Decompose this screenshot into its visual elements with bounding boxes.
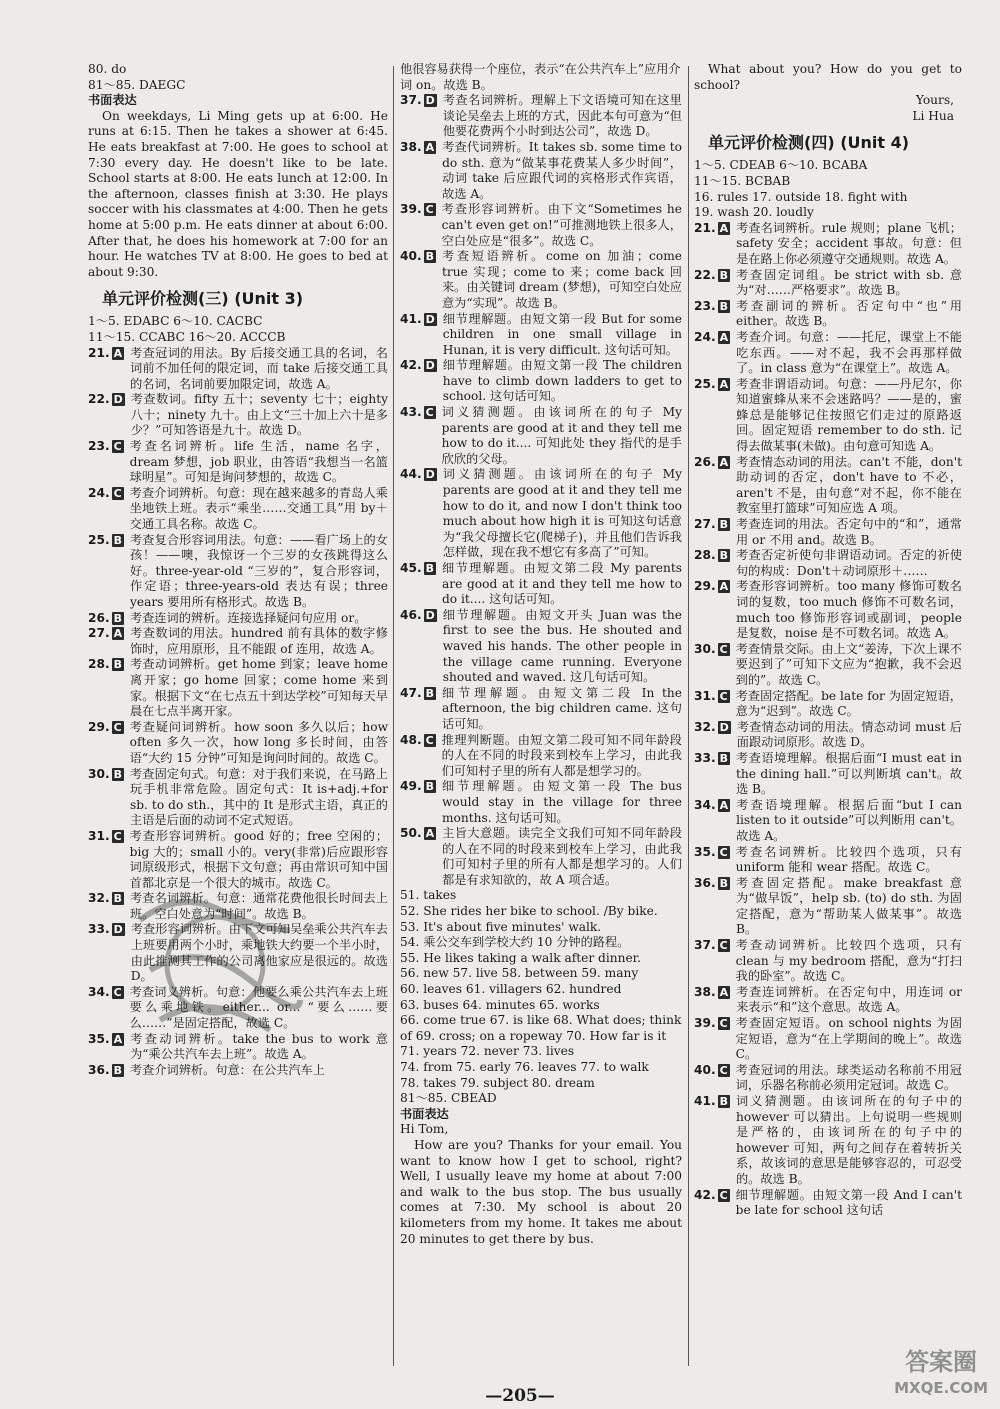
answer-letter-badge: B [113, 611, 122, 625]
page-number: —205— [485, 1386, 555, 1406]
answer-item [400, 249, 682, 311]
key-line: 1～5. CDEAB 6～10. BCABA [694, 158, 868, 173]
answer-item [694, 579, 962, 641]
key-line: 11～15. CCABC 16～20. ACCCB [88, 329, 286, 344]
answer-item [88, 346, 388, 393]
question-number: 33. [88, 922, 110, 937]
answer-key-line: 53. It's about five minutes' walk. [400, 919, 602, 934]
answer-letter-badge: B [719, 876, 728, 890]
answer-letter-badge: D [113, 393, 123, 407]
explanation-text: 细节理解题。由短文第一段 The children have to climb down ladders to get to school. 这句话可知。 [442, 358, 682, 404]
question-number: 25. [694, 376, 716, 391]
question-number: 44. [400, 467, 422, 482]
answer-item [88, 392, 388, 439]
explanation-text: 考查数词。fifty 五十；seventy 七十；eighty 八十；ninety 九十。由上文“三十加上六十是多少？”可知答语是九十。故选 D。 [130, 392, 388, 438]
explanation-text: 考查连词的辨析。连接选择疑问句应用 or。 [129, 610, 367, 625]
explanation-text: 考查否定祈使句非谓语动词。否定的祈使句的构成：Don't＋动词原形＋…… [735, 548, 962, 578]
answer-letter-badge: B [113, 533, 122, 547]
explanation-text: 考查词义辨析。句意：他要么乘公共汽车去上班要么乘地铁。either... or... “要么……要么……”是固定搭配，故选 C。 [129, 984, 388, 1031]
column-divider-right [688, 66, 689, 1366]
explanation-text: 考查语境理解。根据后面“I must eat in the dining hall.”可以判断填 can't。故选 B。 [735, 750, 962, 797]
question-number: 38. [694, 984, 716, 999]
answer-item [694, 455, 962, 517]
answer-letter-badge: C [425, 406, 434, 420]
question-number: 48. [400, 732, 422, 747]
answer-item [694, 1188, 962, 1219]
question-number: 21. [88, 345, 110, 360]
explanation-text: 考查名词辨析。比较四个选项，只有 uniform 能和 wear 搭配。故选 C。 [735, 844, 962, 875]
letter-greeting: Hi Tom, [400, 1122, 449, 1137]
question-number: 33. [694, 750, 716, 765]
answer-letter-badge: C [719, 1017, 728, 1031]
answer-item [88, 1063, 388, 1079]
answer-item [694, 517, 962, 548]
explanation-text: 考查冠词的用法。球类运动名称前不用冠词，乐器名称前必须用定冠词。故选 C。 [735, 1062, 962, 1093]
answer-letter-badge: B [425, 562, 434, 575]
answer-letter-badge: C [719, 642, 728, 656]
explanation-text: 推理判断题。由短文第二段可知不同年龄段的人在不同的时段来到校车上学习，由此我们可知村子里的所有人都是想学习的。 [441, 732, 682, 778]
answer-letter-badge: A [719, 330, 729, 344]
question-number: 27. [88, 626, 110, 641]
explanation-text: 细节理解题。由短文开头 Juan was the first to see the bus. He shouted and waved his hands. The other people in the village came running. Everyone shouted and waved. 这几句话可知。 [442, 607, 682, 685]
question-number: 34. [694, 797, 716, 812]
question-number: 25. [88, 532, 110, 547]
explanation-text: 考查数词的用法。hundred 前有具体的数字修饰时，应用原形，且不能跟 of 连用，故选 A。 [130, 626, 388, 656]
explanation-text: 词义猜测题。由该词所在的句子 My parents are good at it and they tell me how to do it, and now I don't think too much about how high it is 可知这句话意为“我父母擅长它(爬梯子)，并且他们告诉我怎样做，现在我不想它有多高了”可知。 [442, 467, 682, 560]
explanation-text: 词义猜测题。由该词所在的句子中的 however 可以猜出。上句说明一些规则是严格的，由该词所在的句子中的 however 可知，两句之间存在着转折关系，故该词的意思是能够容忍的，可忍受的。故选 B。 [735, 1094, 962, 1186]
answer-key-line: 52. She rides her bike to school. /By bike. [400, 904, 658, 919]
answer-letter-badge: A [425, 140, 435, 154]
question-number: 27. [694, 517, 716, 532]
answer-item [694, 642, 962, 689]
answer-letter-badge: B [425, 686, 434, 700]
answer-letter-badge: C [719, 939, 728, 953]
answer-keys [400, 888, 682, 1106]
explanation-text: 细节理解题。由短文第一段 And I can't be late for school 这句话 [735, 1187, 962, 1218]
answer-letter-badge: A [425, 827, 435, 841]
explanation-text: 细节理解题。由短文第一段 But for some children in one small village in Hunan, it is very difficult. 这句话可知。 [442, 311, 682, 357]
question-number: 38. [400, 139, 422, 154]
answer-letter-badge: B [719, 518, 728, 532]
answer-letter-badge: C [719, 1063, 728, 1077]
question-number: 29. [694, 579, 716, 594]
answer-letter-badge: C [719, 845, 728, 859]
explanation-text: 考查固定句式。句意：对于我们来说，在马路上玩手机非常危险。固定句式：It is+adj.+for sb. to do sth.，其中的 It 是形式主语，真正的主语是后面的动词不定式短语。 [129, 766, 388, 828]
explanation-text: 考查情态动词的用法。can't 不能，don't 助动词的否定，don't have to 不必，aren't 不是，由句意“对不起，你不能在教室里打篮球”可知应选 A 项。 [736, 454, 962, 516]
watermark [894, 1349, 988, 1401]
answer-item [400, 312, 682, 359]
answer-letter-badge: C [425, 203, 434, 217]
answer-key-line: 56. new 57. live 58. between 59. many [400, 966, 639, 981]
explanation-text: 考查名词辨析。理解上下文语境可知在这里谈论吴垒去上班的方式，因此本句可意为“但他要花费两个小时到达公司”，故选 D。 [442, 93, 682, 139]
question-number: 46. [400, 607, 422, 622]
question-number: 22. [694, 267, 716, 282]
answer-item [694, 1016, 962, 1063]
answer-item [694, 1063, 962, 1094]
explanation-text: 考查冠词的用法。By 后接交通工具的名词，名词前不加任何的限定词，而 take 后接交通工具的名词，名词前要加限定词，故选 A。 [130, 345, 388, 391]
explanation-text: 细节理解题。由短文第二段 In the afternoon, the big children came. 这句话可知。 [441, 685, 682, 731]
question-number: 37. [694, 938, 716, 953]
answer-letter-badge: A [719, 377, 729, 391]
answer-key-line: 81～85. CBEAD [400, 1091, 497, 1106]
answer-item [694, 876, 962, 938]
question-number: 21. [694, 220, 716, 235]
answer-letter-badge: D [425, 312, 435, 326]
answer-keys-top [88, 62, 388, 93]
answer-item [694, 720, 962, 751]
explanation-text: 考查代词辨析。It takes sb. some time to do sth. 意为“做某事花费某人多少时间”，动词 take 后应跟代词的宾格形式作宾语，故选 A。 [442, 139, 682, 201]
question-number: 40. [400, 249, 422, 264]
watermark-title: 答案圈 [905, 1348, 978, 1376]
answer-item [694, 798, 962, 845]
answer-item [694, 689, 962, 720]
answer-key-line: 78. takes 79. subject 80. dream [400, 1075, 595, 1090]
question-number: 47. [400, 685, 422, 700]
answer-key-line: 55. He likes taking a walk after dinner. [400, 950, 642, 965]
answer-item [88, 533, 388, 611]
answer-letter-badge: B [113, 767, 122, 781]
question-number: 40. [694, 1062, 716, 1077]
answer-item [88, 486, 388, 533]
answer-item [400, 140, 682, 202]
answer-letter-badge: A [113, 627, 123, 641]
explanation-text: 考查非谓语动词。句意：——丹尼尔，你知道蜜蜂从来不会迷路吗？——是的，蜜蜂总是能够记住按照它们走过的原路返回。固定短语 remember to do sth. 记得去做某事(未做)。由句意可知选 A。 [736, 376, 962, 454]
answer-item [694, 330, 962, 377]
explanation-text: 考查固定搭配。make breakfast 意为“做早饭”，help sb. (to) do sth. 为固定搭配，意为“帮助某人做某事”。故选 B。 [735, 875, 962, 937]
question-number: 24. [694, 329, 716, 344]
answer-letter-badge: A [719, 221, 729, 235]
answer-key-line: 66. come true 67. is like 68. What does; think of 69. cross; on a ropeway 70. How far is it 71. years 72. never 73. lives [400, 1013, 682, 1059]
answer-letter-badge: D [425, 359, 435, 373]
explanation-text: 考查形容词辨析。由下文可知吴垒乘公共汽车去上班要用两个小时，乘地铁大约要一个半小时，由此推测其工作的公司离他家应是很远的。故选 D。 [130, 922, 388, 984]
answer-item [694, 268, 962, 299]
question-number: 26. [694, 454, 716, 469]
answer-item [694, 985, 962, 1016]
explanation-text: 考查介词辨析。句意：在公共汽车上 [129, 1062, 325, 1077]
answer-letter-badge: A [113, 1032, 123, 1046]
explanation-text: 考查副词的辨析。否定句中“也”用 either。故选 B。 [735, 298, 962, 329]
answer-letter-badge: B [113, 1063, 122, 1077]
explanation-text: 考查连词的用法。否定句中的“和”，通常用 or 不用 and。故选 B。 [735, 517, 962, 547]
answer-item [88, 767, 388, 829]
question-number: 28. [694, 548, 716, 563]
answer-letter-badge: B [719, 299, 728, 313]
explanation-text: 考查介词。句意：——托尼，课堂上不能吃东西。——对不起，我不会再那样做了。in class 意为“在课堂上”。故选 A。 [736, 329, 962, 376]
answer-letter-badge: C [719, 1188, 728, 1202]
question-number: 39. [694, 1016, 716, 1031]
letter-body: How are you? Thanks for your email. You want to know how I get to school, right? Well, I usually leave my home at about 7:00 and walk to the bus stop. The bus usually comes at 7:30. My school is about 20 kilometers from my home. It takes me about 20 minutes to get there by bus. [400, 1137, 682, 1246]
explanation-text: 考查疑问词辨析。how soon 多久以后；how often 多久一次，how long 多长时间，由答语“大约 15 分钟”可知是询问时间的。故选 C。 [129, 719, 388, 765]
answer-item [694, 548, 962, 579]
key-line: 11～15. BCBAB [694, 173, 791, 188]
explanation-text: 考查介词辨析。句意：现在越来越多的青岛人乘坐地铁上班。表示“乘坐……交通工具”用 by＋交通工具名称。故选 C。 [129, 485, 388, 532]
question-number: 43. [400, 405, 422, 420]
question-number: 35. [694, 844, 716, 859]
question-number: 35. [88, 1031, 110, 1046]
key-line: 16. rules 17. outside 18. fight with [694, 189, 908, 204]
answer-item [400, 733, 682, 780]
explanation-text: 考查形容词辨析。由下文“Sometimes he can't even get on!”可推测地铁上很多人，空白处应是“很多”。故选 C。 [441, 202, 682, 248]
letter-ending: What about you? How do you get to school? [694, 62, 962, 92]
explanation-text: 考查固定短语。on school nights 为固定短语，意为“在上学期间的晚上”。故选 C。 [735, 1016, 962, 1062]
answer-key-line: 60. leaves 61. villagers 62. hundred [400, 982, 622, 997]
letter-signature: Li Hua [912, 108, 954, 123]
question-number: 22. [88, 392, 110, 407]
answer-key-line: 54. 乘公交车到学校大约 10 分钟的路程。 [400, 935, 630, 950]
answer-letter-badge: D [719, 720, 729, 734]
answer-letter-badge: B [425, 780, 434, 794]
answer-item [694, 377, 962, 455]
answer-letter-badge: C [113, 486, 122, 500]
explanation-text: 考查复合形容词用法。句意：——看广场上的女孩！——噢，我惊讶一个三岁的女孩跳得这么好。three-year-old “三岁的”，复合形容词，作定语；three-years-old 表达有误；three years 要用所有格形式。故选 B。 [129, 532, 388, 609]
answer-letter-badge: C [113, 720, 122, 734]
answer-item [400, 608, 682, 686]
answer-list [694, 221, 962, 1219]
letter-signoff: Yours, [915, 93, 954, 108]
answer-letter-badge: C [719, 689, 728, 703]
key-line: 1～5. EDABC 6～10. CACBC [88, 314, 263, 329]
question-number: 39. [400, 202, 422, 217]
answer-item [694, 1094, 962, 1188]
explanation-text: 考查形容词辨析。too many 修饰可数名词的复数，too much 修饰不可数名词，much too 修饰形容词或副词，people 是复数，noise 是不可数名词。故选 A。 [736, 579, 962, 641]
answer-item [88, 611, 388, 627]
answer-item [694, 845, 962, 876]
explanation-text: 考查名词辨析。句意：通常花费他很长时间去上班。空白处意为“时间”。故选 B。 [129, 891, 388, 921]
explanation-text: 细节理解题。由短文第一段 The bus would stay in the village for three months. 这句话可知。 [441, 779, 682, 825]
explanation-text: 考查短语辨析。come on 加油；come true 实现；come to 来；come back 回来。由关键词 dream (梦想)，可知空白处应意为“实现”。故选 B。 [441, 249, 682, 310]
question-number: 34. [88, 984, 110, 999]
question-number: 50. [400, 826, 422, 841]
question-number: 42. [400, 358, 422, 373]
question-number: 37. [400, 93, 422, 108]
answer-item [400, 826, 682, 888]
answer-item [88, 657, 388, 719]
answer-letter-badge: B [425, 250, 434, 264]
answer-item [400, 358, 682, 405]
writing-heading: 书面表达 [400, 1106, 449, 1121]
answer-item [88, 439, 388, 486]
question-number: 42. [694, 1187, 716, 1202]
section-title: 单元评价检测(三) (Unit 3) [102, 289, 304, 309]
explanation-text: 词义猜测题。由该词所在的句子 My parents are good at it and they tell me how to do it.... 可知此处 they 指代的是手欣欣的父母。 [441, 405, 682, 466]
answer-item [694, 938, 962, 985]
question-number: 28. [88, 657, 110, 672]
answer-letter-badge: B [719, 549, 728, 563]
answer-item [88, 626, 388, 657]
watermark-url: MXQE.COM [894, 1379, 988, 1397]
question-number: 23. [694, 298, 716, 313]
question-number: 45. [400, 561, 422, 575]
question-number: 36. [88, 1062, 110, 1077]
explanation-text: 考查情态动词的用法。情态动词 must 后面跟动词原形。故选 D。 [736, 719, 962, 750]
answer-item [400, 686, 682, 733]
column-3 [694, 62, 962, 1219]
explanation-text: 考查情景交际。由上文“姜涛，下次上课不要迟到了”可知下文应为“抱歉，我不会迟到的”。故选 C。 [735, 641, 962, 687]
answer-item [400, 93, 682, 140]
answer-letter-badge: A [719, 985, 729, 999]
answer-letter-badge: D [425, 608, 435, 622]
question-number: 29. [88, 719, 110, 734]
explanation-text: 考查名词辨析。rule 规则；plane 飞机；safety 安全；accident 事故。句意：但是在路上你必须遵守交通规则。故选 A。 [736, 220, 962, 266]
answer-item [694, 751, 962, 798]
question-number: 32. [88, 891, 110, 906]
question-number: 24. [88, 485, 110, 500]
question-number: 32. [694, 719, 716, 734]
column-2 [400, 62, 682, 1247]
key-line: 81～85. DAEGC [88, 77, 186, 92]
answer-item [400, 202, 682, 249]
answer-letter-badge: D [425, 468, 435, 482]
explanation-text: 考查形容词辨析。good 好的；free 空闲的；big 大的；small 小的。very(非常)后应跟形容词原级形式，根据下文句意；再由常识可知中国首都北京是一个很大的城市。故选 C。 [129, 828, 388, 890]
answer-key-line: 51. takes [400, 888, 457, 903]
key-line: 80. do [88, 62, 127, 76]
explanation-text: 考查语境理解。根据后面“but I can listen to it outside”可以判断用 can't。故选 A。 [736, 797, 962, 843]
question-number: 23. [88, 439, 110, 454]
explanation-text: 考查连词辨析。在否定句中，用连词 or 来表示“和”这个意思。故选 A。 [736, 984, 962, 1015]
ink-stamp-icon [120, 880, 310, 1050]
explanation-text: 考查固定搭配。be late for 为固定短语，意为“迟到”。故选 C。 [735, 688, 962, 719]
section-title: 单元评价检测(四) (Unit 4) [708, 133, 910, 153]
question-number: 31. [88, 828, 110, 843]
answer-letter-badge: A [719, 455, 729, 469]
answer-item [400, 467, 682, 561]
answer-letter-badge: C [113, 985, 122, 999]
answer-letter-badge: B [719, 1095, 728, 1108]
answer-item [400, 561, 682, 608]
answer-letter-badge: A [719, 580, 729, 594]
explanation-text: 细节理解题。由短文第二段 My parents are good at it and they tell me how to do it.... 这句话可知。 [441, 561, 682, 607]
column-divider-left [393, 66, 394, 1366]
explanation-text: 考查名词辨析。life 生活，name 名字，dream 梦想，job 职业，由答语“我想当一名篮球明星”。可知是询问梦想的，故选 C。 [129, 439, 388, 485]
answer-key-line: 63. buses 64. minutes 65. works [400, 997, 600, 1012]
answer-letter-badge: B [719, 268, 728, 282]
question-number: 31. [694, 688, 716, 703]
answer-item [400, 779, 682, 826]
explanation-text: 考查动词辨析。get home 到家；leave home 离开家；go home 回家；come home 来到家。根据下文“在七点五十到达学校”可知每天早晨在七点半离开家。 [129, 657, 388, 719]
writing-text: On weekdays, Li Ming gets up at 6:00. He runs at 6:15. Then he takes a shower at 6:45. He eats breakfast at 7:00. He goes to school at 7:30 every day. He doesn't like to be late. School starts at 8:00. He eats lunch at 12:00. In the afternoon, classes finish at 3:30. He plays soccer with his classmates at 4:00. Then he gets home at 5:00 p.m. He eats dinner at about 6:00. After that, he does his homework at 7:00 for an hour. He watches TV at 8:00. He goes to bed at about 9:30. [88, 108, 388, 279]
question-number: 49. [400, 779, 422, 794]
question-number: 26. [88, 610, 110, 625]
explanation-text: 考查动词辨析。比较四个选项，只有 clean 与 my bedroom 搭配，意为“打扫我的卧室”。故选 C。 [735, 938, 962, 984]
answer-letter-badge: C [425, 733, 434, 747]
answer-list [400, 93, 682, 888]
answer-item [88, 720, 388, 767]
answer-letter-badge: C [113, 829, 122, 843]
explanation-text: 主旨大意题。读完全文我们可知不同年龄段的人在不同的时段来到校车上学习，由此我们可知村子里的所有人都是想学习的。人们都是有求知欲的，故 A 项合适。 [442, 826, 682, 887]
answer-letter-badge: B [113, 658, 122, 672]
answer-key-line: 74. from 75. early 76. leaves 77. to walk [400, 1060, 649, 1074]
answer-letter-badge: B [719, 751, 728, 765]
question-number: 30. [88, 766, 110, 781]
question-number: 36. [694, 875, 716, 890]
continued-text: 他很容易获得一个座位，表示“在公共汽车上”应用介词 on。故选 B。 [400, 62, 681, 92]
answer-letter-badge: B [113, 892, 122, 906]
explanation-text: 考查固定词组。be strict with sb. 意为“对……严格要求”。故选 B。 [735, 267, 962, 298]
writing-heading: 书面表达 [88, 93, 137, 108]
question-number: 30. [694, 641, 716, 656]
answer-letter-badge: A [719, 798, 729, 812]
answer-item [694, 221, 962, 268]
answer-letter-badge: C [113, 440, 122, 454]
question-number: 41. [694, 1094, 716, 1108]
explanation-text: 考查动词辨析。take the bus to work 意为“乘公共汽车去上班”。故选 A。 [130, 1031, 388, 1062]
answer-item [400, 405, 682, 467]
answer-letter-badge: D [113, 923, 123, 937]
answer-letter-badge: A [113, 346, 123, 360]
answer-letter-badge: D [425, 94, 435, 108]
question-number: 41. [400, 311, 422, 326]
answer-item [694, 299, 962, 330]
key-line: 19. wash 20. loudly [694, 205, 814, 220]
